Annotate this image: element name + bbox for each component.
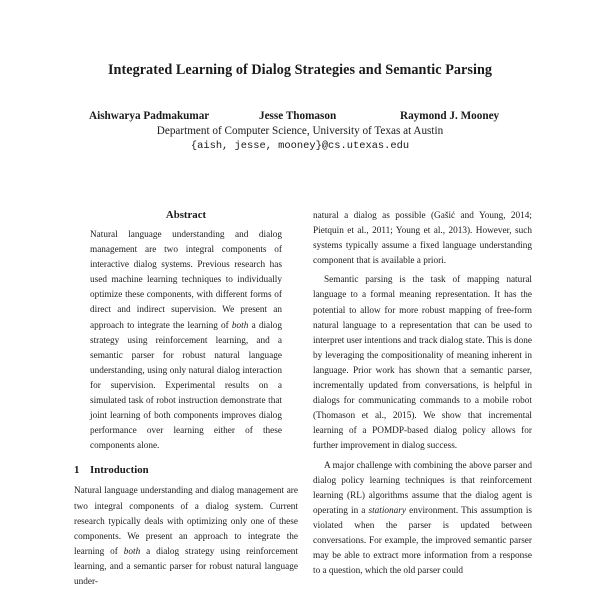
author-name: Raymond J. Mooney xyxy=(400,110,500,122)
abstract-text: a dialog strategy using reinforcement learning, and a semantic parser for robust natural language understanding, using only natural dialog interaction for supervision. Experimental results on a simulated task of robot instruction demonstrate that joint learning of both components improves dialog performance over learning either of these components alone. xyxy=(90,320,282,452)
left-column xyxy=(74,208,298,590)
intro-text: Natural language understanding and dialog management are two integral components of a dialog system. Current research typically deals with optimizing only one of these components. We present an approach to integrate the learning of xyxy=(74,486,298,557)
body-paragraph: Semantic parsing is the task of mapping natural language to a formal meaning representation. It has the potential to allow for more robust mapping of free-form natural language to a representation that can be used to interpret user intentions and track dialog state. This is done by leveraging the compositionality of meaning inherent in language. Prior work has shown that a semantic parser, incrementally updated from conversations, is helpful in dialogs for communicating commands to a mobile robot (Thomason et al., 2015). We show that incremental learning of a POMDP-based dialog policy allows for further improvement in dialog success. xyxy=(313,275,532,452)
section-title: Introduction xyxy=(90,464,149,477)
body-paragraph xyxy=(313,459,532,580)
body-emphasis: stationary xyxy=(368,505,407,516)
intro-text: a dialog strategy using reinforcement learning, and a semantic parser for robust natural language under- xyxy=(74,546,298,587)
abstract-text: Natural language understanding and dialog management are two integral components of interactive dialog systems. Previous research has used machine learning techniques to individually optimize these components, with different forms of direct and indirect supervision. We present an approach to integrate the learning of xyxy=(90,230,282,331)
abstract-heading: Abstract xyxy=(165,209,207,221)
section-number: 1 xyxy=(74,464,80,477)
abstract-body xyxy=(90,228,282,454)
right-column xyxy=(313,209,532,579)
paper-title: Integrated Learning of Dialog Strategies and Semantic Parsing xyxy=(107,62,493,78)
intro-paragraph xyxy=(74,484,298,590)
author-name: Jesse Thomason xyxy=(259,110,337,122)
author-list xyxy=(0,110,600,126)
body-text: A major challenge with combining the above parser and dialog policy learning techniques is that reinforcement learning (RL) algorithms assume that the dialog agent is operating in a xyxy=(313,460,532,516)
abstract-emphasis: both xyxy=(231,320,249,331)
body-paragraph: natural a dialog as possible (Gašić and Young, 2014; Pietquin et al., 2011; Young et al., 2013). However, such systems typically assume a fixed language understanding component that is available a priori. xyxy=(313,211,532,267)
author-emails: {aish, jesse, mooney}@cs.utexas.edu xyxy=(190,140,410,152)
affiliation: Department of Computer Science, University of Texas at Austin xyxy=(156,125,444,137)
author-name: Aishwarya Padmakumar xyxy=(89,110,210,122)
section-heading-introduction xyxy=(74,463,298,478)
body-text: environment. This assumption is violated when the parser is updated between conversations. For example, the improved semantic parser may be able to extract more information from a response to a question, which the old parser could xyxy=(313,505,533,577)
intro-emphasis: both xyxy=(123,546,141,557)
